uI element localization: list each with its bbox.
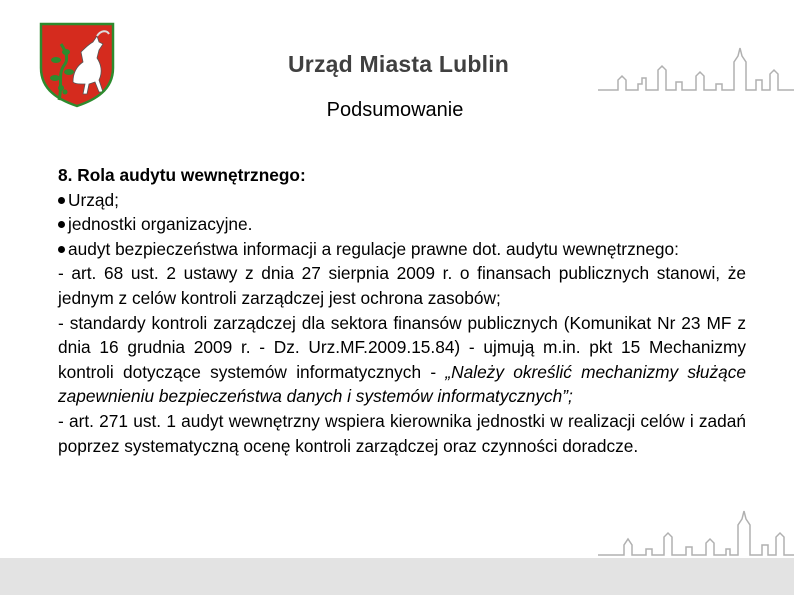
bullet-item: audyt bezpieczeństwa informacji a regulacje prawne dot. audytu wewnętrznego: [58,237,746,262]
footer-band [0,558,794,595]
city-skyline-bottom-icon [598,505,794,560]
slide-content [58,163,746,458]
paragraph-art68: - art. 68 ust. 2 ustawy z dnia 27 sierpnia 2009 r. o finansach publicznych stanowi, że jednym z celów kontroli zarządczej jest ochrona zasobów; [58,263,746,308]
paragraph-art271: - art. 271 ust. 1 audyt wewnętrzny wspiera kierownika jednostki w realizacji celów i zadań poprzez systematyczną ocenę kontroli zarządczej oraz czynności doradcze. [58,410,746,456]
bullet-icon [58,221,65,228]
city-skyline-icon [598,40,794,98]
section-heading: 8. Rola audytu wewnętrznego: [58,165,306,185]
paragraph-standards: - standardy kontroli zarządczej dla sektora finansów publicznych (Komunikat Nr 23 MF z dnia 16 grudnia 2009 r. - Dz. Urz.MF.2009.15.84) - ujmują m.in. pkt 15 Mechanizmy kontroli dotyczące systemów informatycznych - „Należy określić mechanizmy służące zapewnieniu bezpieczeństwa danych i systemów informatycznych”; [58,312,746,407]
lublin-coat-of-arms-icon [39,22,115,108]
office-title: Urząd Miasta Lublin [288,51,510,77]
bullet-item: jednostki organizacyjne. [58,212,746,237]
bullet-icon [58,246,65,253]
bullet-item: Urząd; [58,188,746,213]
bullet-icon [58,197,65,204]
slide-subtitle: Podsumowanie [326,99,464,121]
